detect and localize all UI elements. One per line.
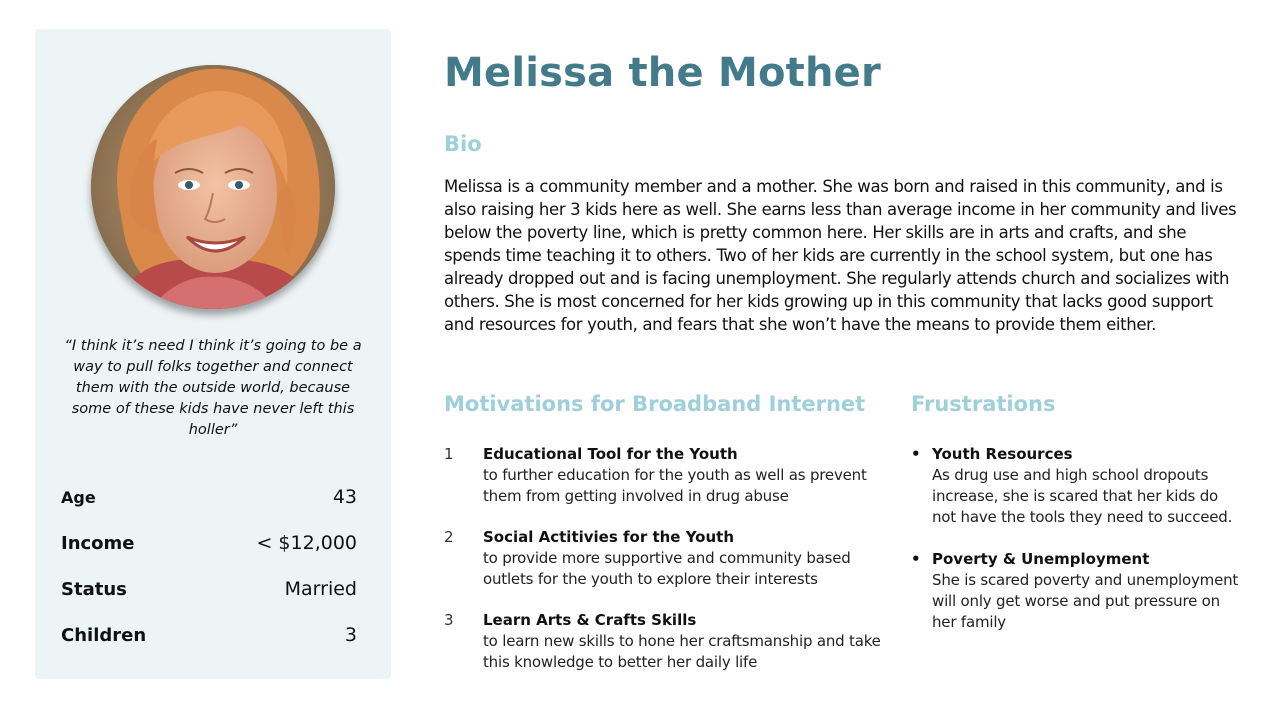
item-title: Learn Arts & Crafts Skills xyxy=(483,611,697,629)
avatar xyxy=(91,65,335,309)
item-title: Social Actitivies for the Youth xyxy=(483,528,735,546)
persona-quote: “I think it’s need I think it’s going to be a way to pull folks together and connect them with the outside world, because some of these kids have never left this holler” xyxy=(64,338,362,438)
item-number: 1 xyxy=(444,445,454,463)
item-description: She is scared poverty and unemployment will only get worse and put pressure on her family xyxy=(932,571,1239,631)
motivations-list xyxy=(444,444,884,693)
bullet-icon: • xyxy=(911,445,921,463)
bullet-icon: • xyxy=(911,550,921,568)
list-item xyxy=(444,610,884,673)
stat-row-status xyxy=(61,566,357,612)
item-body xyxy=(483,527,884,590)
persona-stats xyxy=(61,474,357,658)
item-description: to provide more supportive and community based outlets for the youth to explore their interests xyxy=(483,549,851,588)
stat-row-income xyxy=(61,520,357,566)
item-number: 3 xyxy=(444,611,454,629)
item-title: Youth Resources xyxy=(932,445,1073,463)
stat-label: Status xyxy=(61,578,127,600)
stat-row-children xyxy=(61,612,357,658)
stat-label: Children xyxy=(61,624,147,646)
avatar-photo xyxy=(91,65,335,309)
bio-text: Melissa is a community member and a mother. She was born and raised in this community, and is also raising her 3 kids here as well. She earns less than average income in her community and lives below the poverty line, which is pretty common here. Her skills are in arts and crafts, and she spends time teaching it to others. Two of her kids are currently in the school system, but one has already dropped out and is facing unemployment. She regularly attends church and socializes with others. She is most concerned for her kids growing up in this community that lacks good support and resources for youth, and fears that she won’t have the means to provide them either. xyxy=(444,177,1237,334)
stat-label: Age xyxy=(61,487,96,507)
stat-value: < $12,000 xyxy=(256,532,357,554)
frustrations-list xyxy=(911,444,1241,654)
frustrations-heading: Frustrations xyxy=(911,392,1056,416)
list-item xyxy=(911,549,1241,633)
stat-label: Income xyxy=(61,532,135,554)
persona-card xyxy=(35,29,391,679)
item-number: 2 xyxy=(444,528,454,546)
stat-row-age xyxy=(61,474,357,520)
stat-value: Married xyxy=(284,578,357,600)
item-body xyxy=(932,549,1241,633)
item-body xyxy=(932,444,1241,528)
stat-value: 43 xyxy=(332,486,357,508)
item-body xyxy=(483,444,884,507)
list-item xyxy=(911,444,1241,528)
list-item xyxy=(444,444,884,507)
item-title: Poverty & Unemployment xyxy=(932,550,1150,568)
page-title: Melissa the Mother xyxy=(444,50,881,96)
stat-value: 3 xyxy=(344,624,357,646)
list-item xyxy=(444,527,884,590)
item-description: to learn new skills to hone her craftsmanship and take this knowledge to better her daily life xyxy=(483,632,881,671)
motivations-heading: Motivations for Broadband Internet xyxy=(444,392,866,416)
item-description: to further education for the youth as well as prevent them from getting involved in drug abuse xyxy=(483,466,867,505)
item-description: As drug use and high school dropouts increase, she is scared that her kids do not have the tools they need to succeed. xyxy=(932,466,1233,526)
item-title: Educational Tool for the Youth xyxy=(483,445,738,463)
bio-heading: Bio xyxy=(444,132,482,156)
item-body xyxy=(483,610,884,673)
